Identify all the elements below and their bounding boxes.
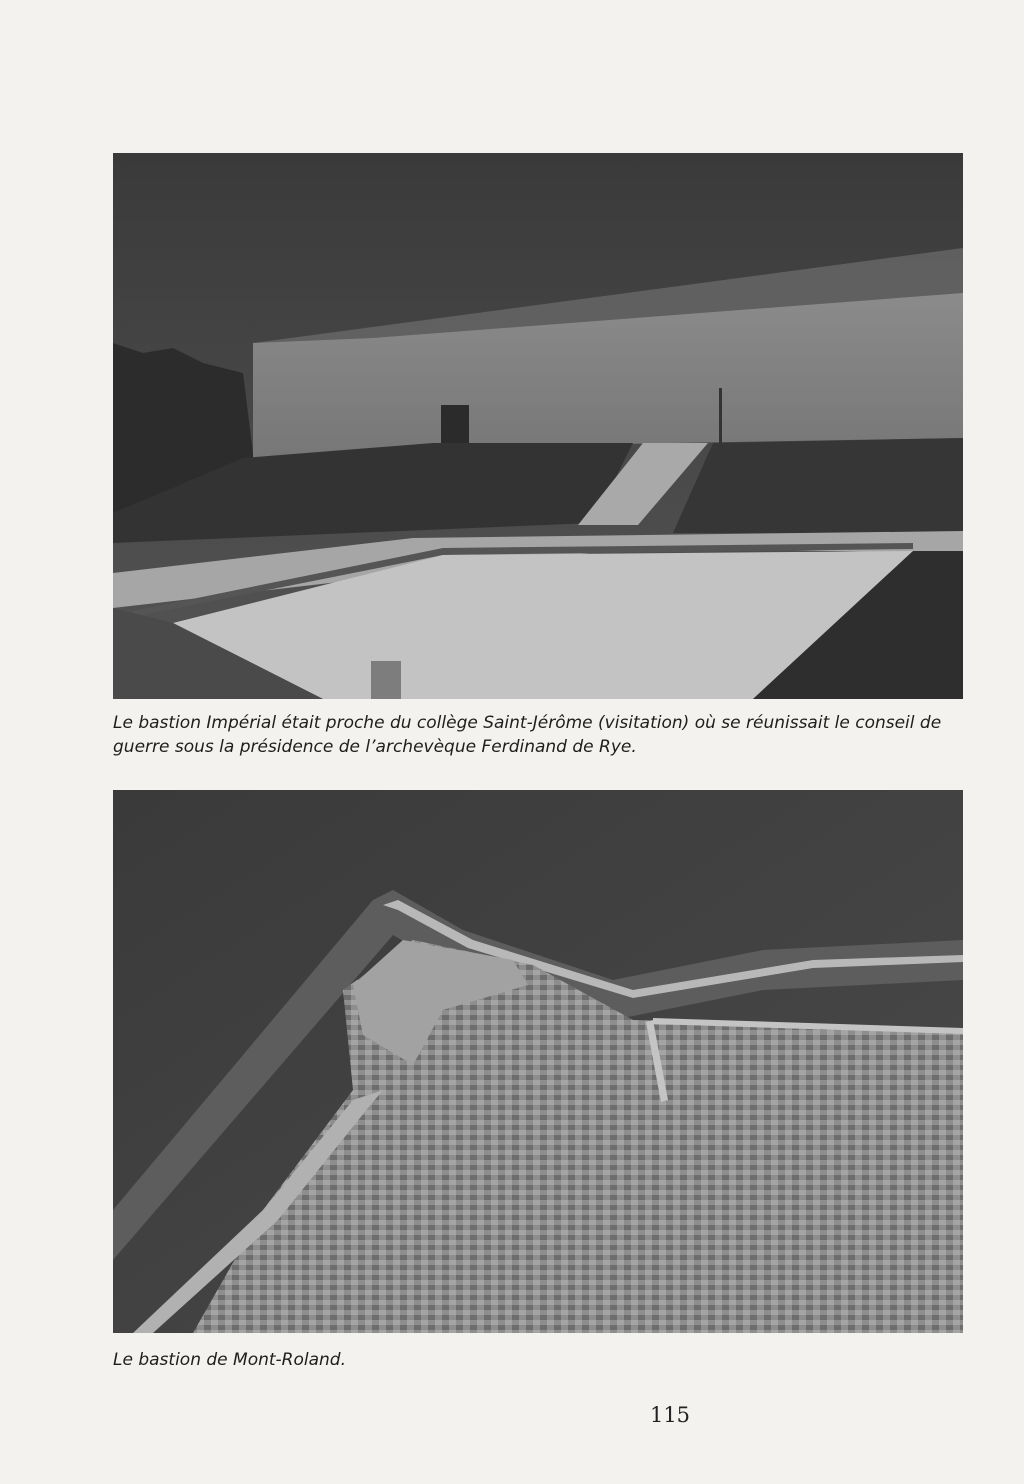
photo-bastion-imperial [113,153,963,699]
page-number: 115 [649,1403,691,1427]
caption-bastion-imperial: Le bastion Impérial était proche du collège Saint-Jérôme (visitation) où se réunissait le conseil de guerre sous la présidence de l’archevèque Ferdinand de Rye. [113,713,942,757]
caption-bastion-mont-roland: Le bastion de Mont-Roland. [113,1350,346,1370]
photo-bastion-mont-roland [113,790,963,1333]
